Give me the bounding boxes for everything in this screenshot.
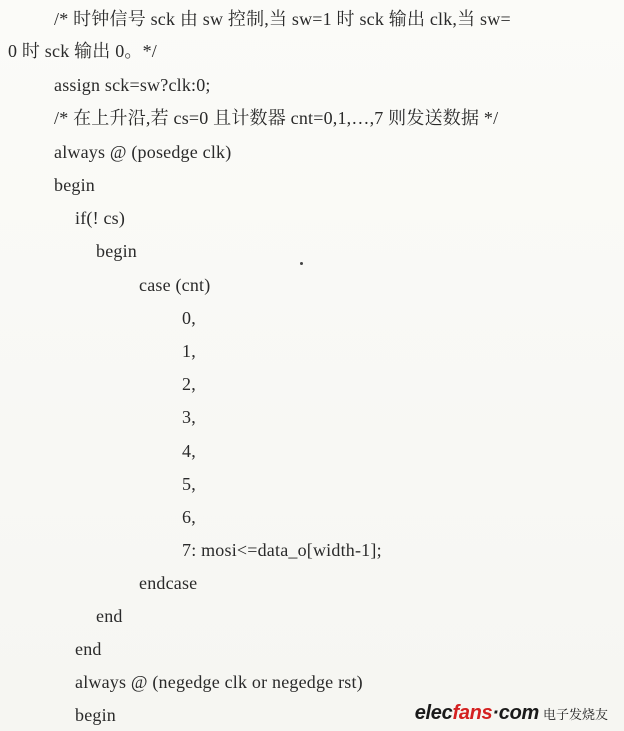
watermark-com: ·com — [492, 702, 539, 724]
code-line-11: 1, — [182, 341, 196, 361]
code-line-16: 6, — [182, 507, 196, 527]
site-watermark — [415, 702, 608, 725]
code-line-9: case (cnt) — [139, 275, 211, 295]
code-line-14: 4, — [182, 441, 196, 461]
stray-dot — [300, 262, 303, 265]
code-line-19: end — [96, 606, 123, 626]
code-line-17: 7: mosi<=data_o[width-1]; — [182, 540, 382, 560]
code-line-20: end — [75, 639, 102, 659]
code-line-1: /* 时钟信号 sck 由 sw 控制,当 sw=1 时 sck 输出 clk,当 sw= — [54, 9, 511, 29]
code-line-22: begin — [75, 705, 116, 725]
code-line-13: 3, — [182, 407, 196, 427]
code-line-8: begin — [96, 241, 137, 261]
watermark-fans: fans — [452, 702, 493, 724]
watermark-logo — [415, 702, 539, 725]
code-line-3: assign sck=sw?clk:0; — [54, 75, 211, 95]
code-line-5: always @ (posedge clk) — [54, 142, 232, 162]
watermark-elec: elec — [414, 702, 453, 724]
code-line-12: 2, — [182, 374, 196, 394]
code-line-2: 0 时 sck 输出 0。*/ — [8, 41, 157, 61]
code-line-6: begin — [54, 175, 95, 195]
code-line-4: /* 在上升沿,若 cs=0 且计数器 cnt=0,1,…,7 则发送数据 */ — [54, 108, 499, 128]
code-line-21: always @ (negedge clk or negedge rst) — [75, 672, 363, 692]
code-line-18: endcase — [139, 573, 198, 593]
code-line-10: 0, — [182, 308, 196, 328]
code-line-7: if(! cs) — [75, 208, 126, 228]
watermark-chinese: 电子发烧友 — [542, 708, 608, 723]
code-line-15: 5, — [182, 474, 196, 494]
